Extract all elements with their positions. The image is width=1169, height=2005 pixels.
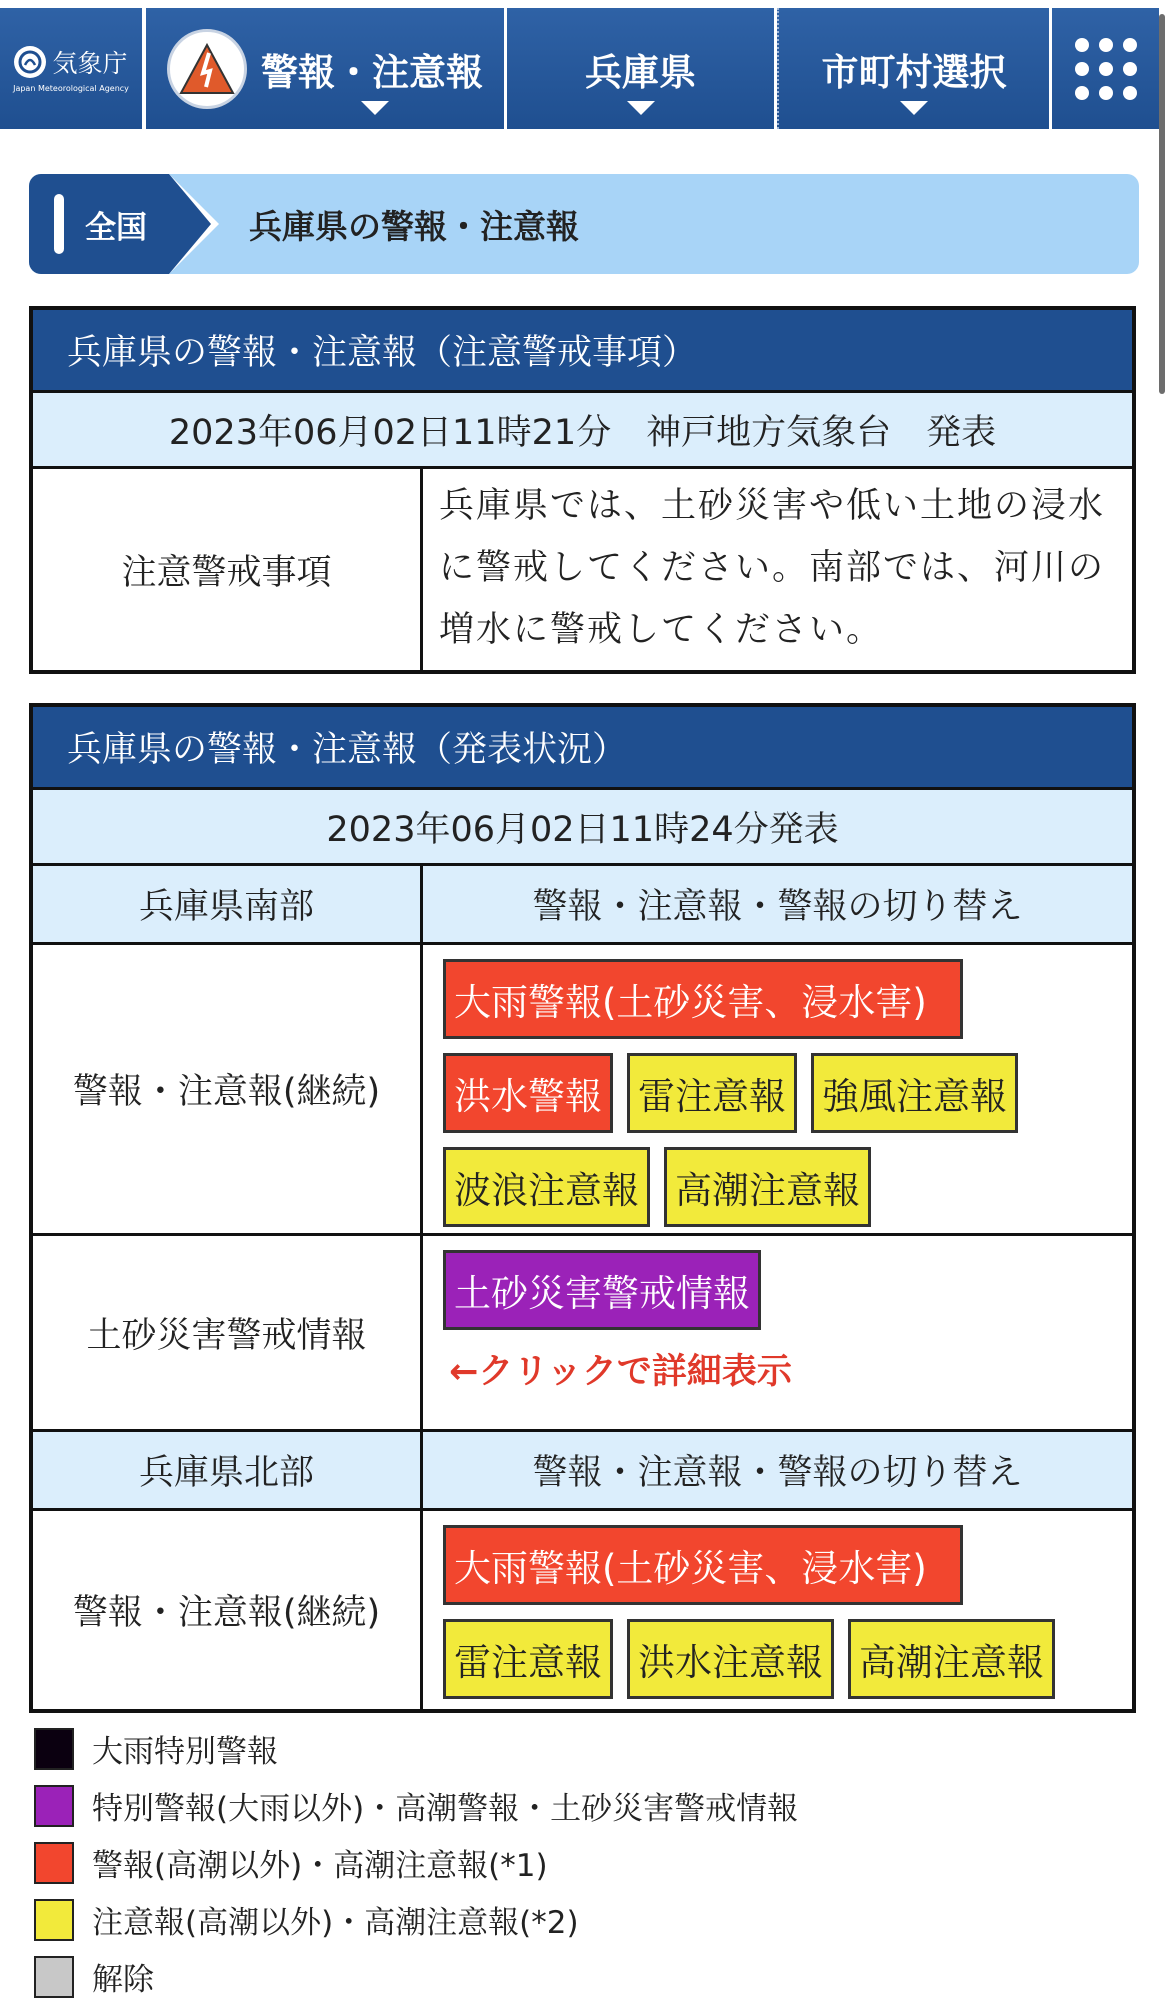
advisory-badge[interactable]: 波浪注意報	[443, 1147, 650, 1227]
notice-panel	[29, 306, 1136, 674]
status-issued-date: 2023年06月02日11時24分発表	[33, 787, 1132, 863]
prefecture-menu-label: 兵庫県	[585, 50, 696, 94]
south-warning-badges	[423, 945, 1132, 1241]
advisory-badge[interactable]: 高潮注意報	[664, 1147, 871, 1227]
breadcrumb-current: 兵庫県の警報・注意報	[249, 206, 579, 246]
region-north-label: 兵庫県北部	[33, 1432, 423, 1508]
chevron-down-icon	[900, 101, 928, 115]
breadcrumb-marker	[54, 194, 64, 254]
legend-label: 解除	[92, 1962, 154, 1998]
legend-swatch	[34, 1956, 74, 1998]
city-select-button[interactable]	[777, 8, 1049, 129]
notice-issued-date: 2023年06月02日11時21分 神戸地方気象台 発表	[33, 390, 1132, 466]
south-toggle-link[interactable]: 警報・注意報・警報の切り替え	[423, 866, 1132, 942]
warnings-menu-button[interactable]	[146, 8, 504, 129]
legend-label: 大雨特別警報	[92, 1734, 278, 1770]
legend-swatch	[34, 1842, 74, 1884]
legend-swatch	[34, 1785, 74, 1827]
landslide-alert-badge[interactable]: 土砂災害警戒情報	[443, 1250, 761, 1330]
jma-emblem-icon	[14, 46, 46, 78]
top-navigation	[0, 8, 1169, 129]
city-select-label: 市町村選択	[821, 50, 1007, 94]
warning-badge[interactable]: 大雨警報(土砂災害、浸水害)	[443, 959, 963, 1039]
logo-text: 気象庁	[52, 49, 128, 78]
legend-label: 特別警報(大雨以外)・高潮警報・土砂災害警戒情報	[92, 1791, 799, 1827]
north-status-label: 警報・注意報(継続)	[33, 1511, 423, 1709]
legend-swatch	[34, 1899, 74, 1941]
region-south-label: 兵庫県南部	[33, 866, 423, 942]
north-warning-badges	[423, 1511, 1132, 1713]
chevron-down-icon	[361, 101, 389, 115]
legend-item	[34, 1834, 798, 1891]
grid-menu-button[interactable]	[1052, 8, 1159, 129]
breadcrumb-separator-fill	[169, 174, 211, 274]
advisory-badge[interactable]: 雷注意報	[443, 1619, 613, 1699]
breadcrumb-home-link[interactable]	[29, 174, 169, 274]
legend-item	[34, 1948, 798, 2005]
page-scrollbar[interactable]	[1159, 14, 1165, 394]
advisory-badge[interactable]: 雷注意報	[627, 1053, 797, 1133]
advisory-badge[interactable]: 強風注意報	[811, 1053, 1018, 1133]
advisory-badge[interactable]: 洪水注意報	[627, 1619, 834, 1699]
prefecture-menu-button[interactable]	[507, 8, 774, 129]
jma-logo[interactable]	[0, 8, 142, 129]
chevron-down-icon	[627, 101, 655, 115]
warning-badge[interactable]: 洪水警報	[443, 1053, 613, 1133]
grid-menu-icon	[1075, 38, 1137, 100]
warning-triangle-icon	[167, 29, 247, 109]
south-status-label: 警報・注意報(継続)	[33, 945, 423, 1233]
status-panel-title: 兵庫県の警報・注意報（発表状況）	[33, 707, 1132, 787]
breadcrumb-home-label: 全国	[85, 209, 147, 246]
color-legend	[34, 1720, 798, 2005]
notice-panel-title: 兵庫県の警報・注意報（注意警戒事項）	[33, 310, 1132, 390]
legend-item	[34, 1777, 798, 1834]
legend-label: 警報(高潮以外)・高潮注意報(*1)	[92, 1848, 548, 1884]
legend-swatch	[34, 1728, 74, 1770]
logo-subtitle: Japan Meteorological Agency	[13, 84, 129, 93]
notice-row-text: 兵庫県では、土砂災害や低い土地の浸水に警戒してください。南部では、河川の増水に警戒してください。	[439, 486, 1106, 650]
click-hint-text: ←クリックで詳細表示	[449, 1352, 792, 1392]
legend-item	[34, 1891, 798, 1948]
warning-badge[interactable]: 大雨警報(土砂災害、浸水害)	[443, 1525, 963, 1605]
status-panel	[29, 703, 1136, 1713]
north-toggle-link[interactable]: 警報・注意報・警報の切り替え	[423, 1432, 1132, 1508]
legend-item	[34, 1720, 798, 1777]
breadcrumb	[29, 174, 1139, 274]
advisory-badge[interactable]: 高潮注意報	[848, 1619, 1055, 1699]
notice-row-label: 注意警戒事項	[33, 469, 423, 670]
legend-label: 注意報(高潮以外)・高潮注意報(*2)	[92, 1905, 579, 1941]
landslide-row-label: 土砂災害警戒情報	[33, 1236, 423, 1429]
warnings-menu-label: 警報・注意報	[261, 50, 483, 94]
